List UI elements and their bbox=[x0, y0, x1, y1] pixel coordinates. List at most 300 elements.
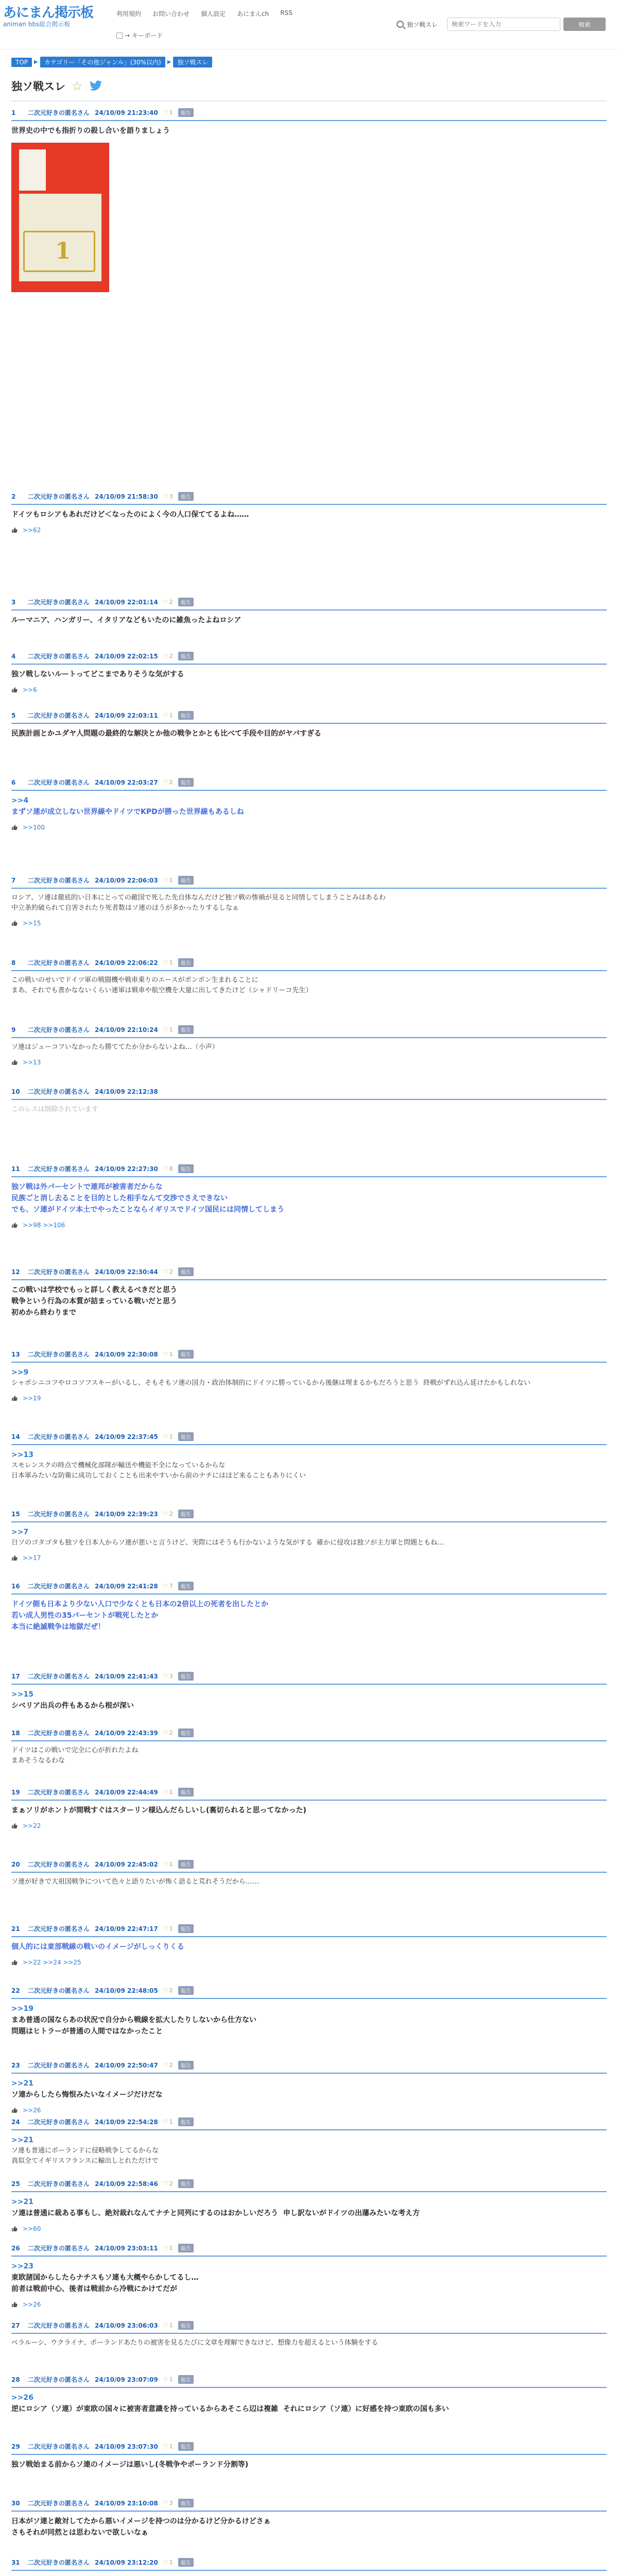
like-count: 1 bbox=[169, 1026, 173, 1033]
post-body: ルーマニア、ハンガリー、イタリアなどもいたのに雑魚ったよねロシア bbox=[11, 616, 242, 624]
post-number[interactable]: 3 bbox=[11, 598, 16, 606]
thumbs-up-icon[interactable] bbox=[11, 1395, 18, 1401]
reply-count-link[interactable]: >>17 bbox=[23, 1554, 41, 1562]
post-header bbox=[11, 1510, 607, 1518]
like-counter[interactable] bbox=[163, 1987, 173, 1994]
post-divider bbox=[11, 2387, 607, 2388]
thumbs-up-icon[interactable] bbox=[11, 2107, 18, 2113]
like-count: 2 bbox=[169, 1268, 173, 1275]
like-counter[interactable] bbox=[163, 2500, 173, 2506]
report-button[interactable]: 報告 bbox=[178, 2499, 194, 2507]
reply-count-link[interactable]: >>22 bbox=[23, 1822, 41, 1829]
search-bar bbox=[397, 18, 606, 31]
post-number[interactable]: 17 bbox=[11, 1672, 20, 1680]
post-divider bbox=[11, 2129, 607, 2130]
post-date: 24/10/09 22:44:49 bbox=[95, 1788, 158, 1796]
post-author: 二次元好きの匿名さん bbox=[28, 1026, 90, 1033]
like-counter[interactable] bbox=[163, 1511, 173, 1517]
reply-count-link[interactable]: >>62 bbox=[23, 527, 41, 534]
post-date: 24/10/09 22:03:27 bbox=[95, 778, 158, 786]
post-item bbox=[11, 778, 607, 831]
like-count: 1 bbox=[169, 2376, 173, 2383]
thumbs-up-icon[interactable] bbox=[11, 1059, 18, 1065]
nav-rss[interactable]: RSS bbox=[280, 9, 293, 16]
thumbs-up-icon[interactable] bbox=[11, 920, 18, 926]
heart-icon: ♡ bbox=[163, 653, 168, 659]
report-button[interactable]: 報告 bbox=[178, 711, 194, 720]
post-header bbox=[11, 2179, 607, 2188]
report-button[interactable]: 報告 bbox=[178, 1164, 194, 1173]
post-divider bbox=[11, 1176, 607, 1177]
like-counter[interactable] bbox=[163, 877, 173, 884]
like-count: 3 bbox=[169, 493, 173, 500]
book-cover-part: 1 bbox=[55, 238, 71, 264]
post-divider bbox=[11, 2570, 607, 2571]
post-divider bbox=[11, 2333, 607, 2334]
heart-icon: ♡ bbox=[163, 1026, 168, 1033]
heart-icon: ♡ bbox=[163, 2245, 168, 2251]
post-item bbox=[11, 876, 607, 927]
reply-anchor-link[interactable]: >>4 bbox=[11, 796, 29, 805]
post-divider bbox=[11, 1521, 607, 1522]
book-cover-image[interactable] bbox=[11, 143, 109, 292]
post-number[interactable]: 14 bbox=[11, 1433, 20, 1440]
post-date: 24/10/09 22:10:24 bbox=[95, 1026, 158, 1033]
post-body: 東欧諸国からしたらナチスもソ連も大概やらかしてるし… 前者は戦前中心、後者は戦前から冷戦にかけてだが bbox=[11, 2274, 199, 2293]
like-counter[interactable] bbox=[163, 2062, 173, 2069]
like-counter[interactable] bbox=[163, 2322, 173, 2329]
search-scope[interactable]: 独ソ戦スレ bbox=[407, 21, 438, 28]
post-author: 二次元好きの匿名さん bbox=[28, 2376, 90, 2383]
report-button[interactable]: 報告 bbox=[178, 1432, 194, 1441]
post-number[interactable]: 28 bbox=[11, 2376, 20, 2383]
post-divider bbox=[11, 1037, 607, 1038]
reply-links[interactable] bbox=[11, 920, 607, 927]
report-button[interactable]: 報告 bbox=[178, 1924, 194, 1933]
post-number[interactable]: 1 bbox=[11, 109, 16, 116]
heart-icon: ♡ bbox=[163, 877, 168, 884]
post-author: 二次元好きの匿名さん bbox=[28, 712, 90, 719]
post-header bbox=[11, 1087, 607, 1096]
like-count: 1 bbox=[169, 1789, 173, 1795]
reply-count-link[interactable]: >>19 bbox=[23, 1395, 41, 1402]
heart-icon: ♡ bbox=[163, 1165, 168, 1172]
post-divider bbox=[11, 1998, 607, 1999]
like-counter[interactable] bbox=[163, 959, 173, 966]
like-counter[interactable] bbox=[163, 1351, 173, 1358]
reply-anchor-link[interactable]: >>9 bbox=[11, 1368, 29, 1377]
post-item bbox=[11, 1860, 607, 1887]
like-count: 3 bbox=[169, 1673, 173, 1680]
breadcrumb-thread[interactable]: 独ソ戦スレ bbox=[173, 57, 212, 67]
post-body: 日ソのゴタゴタも独ソを日本人からソ連が悪いと言うけど、実際にはそうも行かないような気がする 確かに侵攻は独ソが主力軍と問題ともね… bbox=[11, 1539, 444, 1547]
post-author: 二次元好きの匿名さん bbox=[28, 1987, 90, 1994]
post-divider bbox=[11, 1684, 607, 1685]
like-count: 2 bbox=[169, 599, 173, 605]
like-counter[interactable] bbox=[163, 653, 173, 659]
report-button[interactable]: 報告 bbox=[178, 1582, 194, 1590]
post-item bbox=[11, 2558, 607, 2576]
reply-anchor-link[interactable]: >>7 bbox=[11, 1528, 29, 1536]
post-number[interactable]: 15 bbox=[11, 1510, 20, 1518]
thumbs-up-icon[interactable] bbox=[11, 2301, 18, 2308]
post-item bbox=[11, 108, 607, 292]
reply-links[interactable] bbox=[11, 2107, 607, 2114]
post-date: 24/10/09 23:03:11 bbox=[95, 2244, 158, 2252]
post-number[interactable]: 11 bbox=[11, 1165, 20, 1173]
report-button[interactable]: 報告 bbox=[178, 2117, 194, 2126]
chevron-right-icon: ▶ bbox=[34, 59, 38, 65]
post-item bbox=[11, 1350, 607, 1402]
post-item bbox=[11, 1788, 607, 1829]
post-number[interactable]: 5 bbox=[11, 711, 16, 719]
reply-links[interactable] bbox=[11, 1395, 607, 1402]
report-button[interactable]: 報告 bbox=[178, 2244, 194, 2252]
post-number[interactable]: 22 bbox=[11, 1987, 20, 1994]
like-counter[interactable] bbox=[163, 1433, 173, 1440]
search-icon bbox=[397, 21, 404, 28]
post-header bbox=[11, 876, 607, 885]
thumbs-up-icon[interactable] bbox=[11, 1222, 18, 1228]
report-button[interactable]: 報告 bbox=[178, 1986, 194, 1995]
reply-anchor-link[interactable]: >>21 bbox=[11, 2079, 33, 2088]
heart-icon: ♡ bbox=[163, 1433, 168, 1440]
post-date: 24/10/09 22:02:15 bbox=[95, 652, 158, 660]
like-count: 2 bbox=[169, 653, 173, 659]
reply-count-link[interactable]: >>100 bbox=[23, 824, 45, 831]
reply-count-link[interactable]: >>15 bbox=[23, 920, 41, 927]
post-body: まあ普通の国ならあの状況で自分から戦線を拡大したりしないから仕方ない 問題はヒトラーが普通の人間ではなかったこと bbox=[11, 2016, 256, 2036]
post-author: 二次元好きの匿名さん bbox=[28, 493, 90, 500]
like-counter[interactable] bbox=[163, 1730, 173, 1736]
post-number[interactable]: 6 bbox=[11, 778, 16, 786]
post-body: まずソ連が成立しない世界線やドイツでKPDが勝った世界線もあるしね bbox=[11, 808, 244, 816]
like-counter[interactable] bbox=[163, 1861, 173, 1868]
like-count: 3 bbox=[169, 2500, 173, 2506]
post-item bbox=[11, 2321, 607, 2348]
like-counter[interactable] bbox=[163, 1165, 173, 1172]
post-header bbox=[11, 958, 607, 967]
post-header bbox=[11, 598, 607, 606]
post-item bbox=[11, 1986, 607, 2037]
post-author: 二次元好きの匿名さん bbox=[28, 1925, 90, 1933]
like-count: 1 bbox=[169, 2119, 173, 2125]
post-date: 24/10/09 22:30:08 bbox=[95, 1350, 158, 1358]
like-counter[interactable] bbox=[163, 1925, 173, 1932]
post-item bbox=[11, 1728, 607, 1766]
post-item bbox=[11, 2244, 607, 2308]
reply-count-link[interactable]: >>26 bbox=[23, 2107, 41, 2114]
reply-links[interactable] bbox=[11, 1059, 607, 1066]
post-author: 二次元好きの匿名さん bbox=[28, 2119, 90, 2126]
reply-links[interactable] bbox=[11, 527, 607, 534]
report-button[interactable]: 報告 bbox=[178, 1788, 194, 1797]
report-button[interactable]: 報告 bbox=[178, 108, 194, 117]
heart-icon: ♡ bbox=[163, 779, 168, 786]
book-cover-part bbox=[19, 149, 46, 191]
report-button[interactable]: 報告 bbox=[178, 2375, 194, 2384]
post-header bbox=[11, 1267, 607, 1276]
post-number[interactable]: 19 bbox=[11, 1788, 20, 1796]
like-count: 1 bbox=[169, 2245, 173, 2251]
post-number[interactable]: 29 bbox=[11, 2443, 20, 2450]
post-divider bbox=[11, 1362, 607, 1363]
post-divider bbox=[11, 2454, 607, 2455]
post-number[interactable]: 25 bbox=[11, 2180, 20, 2188]
post-item bbox=[11, 2179, 607, 2232]
post-author: 二次元好きの匿名さん bbox=[28, 2559, 90, 2566]
post-body: 独ソ戦は外パーセントで連邦が被害者だからな 民族ごと消し去ることを目的とした相手なんて交渉でさえできない でも、ソ連がドイツ本土でやったことならイギリスでドイツ国民には同情してしまう bbox=[11, 1183, 285, 1214]
report-button[interactable]: 報告 bbox=[178, 1672, 194, 1681]
reply-links[interactable] bbox=[11, 1822, 607, 1829]
post-number[interactable]: 23 bbox=[11, 2061, 20, 2069]
post-divider bbox=[11, 1936, 607, 1937]
report-button[interactable]: 報告 bbox=[178, 1267, 194, 1276]
post-number[interactable]: 16 bbox=[11, 1582, 20, 1590]
post-number[interactable]: 24 bbox=[11, 2118, 20, 2126]
like-counter[interactable] bbox=[163, 1583, 173, 1589]
post-number[interactable]: 18 bbox=[11, 1729, 20, 1737]
like-counter[interactable] bbox=[163, 493, 173, 500]
post-author: 二次元好きの匿名さん bbox=[28, 109, 90, 116]
heart-icon: ♡ bbox=[163, 1511, 168, 1517]
reply-count-link[interactable]: >>22 >>24 >>25 bbox=[23, 1959, 81, 1966]
post-date: 24/10/09 23:06:03 bbox=[95, 2321, 158, 2329]
like-counter[interactable] bbox=[163, 2180, 173, 2187]
post-date: 24/10/09 21:58:30 bbox=[95, 493, 158, 500]
report-button[interactable]: 報告 bbox=[178, 2321, 194, 2330]
heart-icon: ♡ bbox=[163, 599, 168, 605]
post-number[interactable]: 27 bbox=[11, 2321, 20, 2329]
post-author: 二次元好きの匿名さん bbox=[28, 599, 90, 606]
report-button[interactable]: 報告 bbox=[178, 876, 194, 885]
post-date: 24/10/09 23:07:30 bbox=[95, 2443, 158, 2450]
post-number[interactable]: 4 bbox=[11, 652, 16, 660]
keyboard-toggle[interactable] bbox=[116, 31, 163, 40]
post-body: ドイツ側も日本より少ない人口で少なくとも日本の2倍以上の死者を出したとか 若い成人男性の35パーセントが戦死したとか 本当に絶滅戦争は地獄だぜ！ bbox=[11, 1600, 269, 1631]
post-author: 二次元好きの匿名さん bbox=[28, 779, 90, 786]
like-counter[interactable] bbox=[163, 779, 173, 786]
post-date: 24/10/09 22:45:02 bbox=[95, 1860, 158, 1868]
like-count: 2 bbox=[169, 1730, 173, 1736]
post-divider bbox=[11, 790, 607, 791]
post-number[interactable]: 21 bbox=[11, 1925, 20, 1933]
report-button[interactable]: 報告 bbox=[178, 2558, 194, 2567]
reply-anchor-link[interactable]: >>26 bbox=[11, 2394, 33, 2402]
post-number[interactable]: 31 bbox=[11, 2558, 20, 2566]
reply-links[interactable] bbox=[11, 686, 607, 693]
like-counter[interactable] bbox=[163, 1673, 173, 1680]
like-counter[interactable] bbox=[163, 2559, 173, 2566]
report-button[interactable]: 報告 bbox=[178, 958, 194, 967]
like-counter[interactable] bbox=[163, 109, 173, 116]
post-header bbox=[11, 1164, 607, 1173]
like-counter[interactable] bbox=[163, 2443, 173, 2450]
reply-anchor-link[interactable]: >>15 bbox=[11, 1690, 33, 1699]
report-button[interactable]: 報告 bbox=[178, 1510, 194, 1518]
heart-icon: ♡ bbox=[163, 712, 168, 719]
site-logo[interactable] bbox=[3, 5, 93, 28]
breadcrumb-category[interactable]: カテゴリー「その他ジャンル」(30%以内) bbox=[40, 57, 165, 67]
post-header bbox=[11, 2375, 607, 2384]
breadcrumb-top[interactable]: TOP bbox=[11, 58, 32, 67]
post-item bbox=[11, 1672, 607, 1711]
reply-links[interactable] bbox=[11, 1222, 607, 1229]
report-button[interactable]: 報告 bbox=[178, 2442, 194, 2451]
post-divider bbox=[11, 1279, 607, 1280]
post-number[interactable]: 9 bbox=[11, 1026, 16, 1033]
breadcrumb bbox=[11, 57, 212, 67]
like-count: 1 bbox=[169, 877, 173, 884]
post-item bbox=[11, 1510, 607, 1562]
post-header bbox=[11, 1582, 607, 1590]
reply-anchor-link[interactable]: >>21 bbox=[11, 2136, 33, 2144]
reply-anchor-link[interactable]: >>23 bbox=[11, 2262, 33, 2270]
post-body: この戦いのせいでドイツ軍の戦闘機や戦車乗りのエースがポンポン生まれることに まあ、それでも書かなないくらい連軍は戦車や航空機を大量に出してきたけど（シャドリーコ先生） bbox=[11, 976, 313, 994]
report-button[interactable]: 報告 bbox=[178, 2179, 194, 2188]
post-header bbox=[11, 778, 607, 787]
search-button[interactable]: 検索 bbox=[563, 18, 606, 31]
post-number[interactable]: 10 bbox=[11, 1088, 20, 1095]
thumbs-up-icon[interactable] bbox=[11, 527, 18, 533]
post-date: 24/10/09 22:12:38 bbox=[95, 1088, 158, 1095]
like-counter[interactable] bbox=[163, 2245, 173, 2251]
post-header bbox=[11, 2244, 607, 2252]
post-item bbox=[11, 1432, 607, 1481]
nav-settings[interactable]: 個人設定 bbox=[201, 10, 226, 18]
thumbs-up-icon[interactable] bbox=[11, 2226, 18, 2232]
thumbs-up-icon[interactable] bbox=[11, 687, 18, 693]
like-counter[interactable] bbox=[163, 1789, 173, 1795]
report-button[interactable]: 報告 bbox=[178, 778, 194, 787]
like-counter[interactable] bbox=[163, 712, 173, 719]
post-date: 24/10/09 23:12:20 bbox=[95, 2558, 158, 2566]
like-counter[interactable] bbox=[163, 599, 173, 605]
reply-links[interactable] bbox=[11, 2301, 607, 2308]
report-button[interactable]: 報告 bbox=[178, 1350, 194, 1359]
post-divider bbox=[11, 2191, 607, 2192]
post-item bbox=[11, 1164, 607, 1229]
post-item bbox=[11, 492, 607, 534]
thumbs-up-icon[interactable] bbox=[11, 824, 18, 831]
like-counter[interactable] bbox=[163, 1026, 173, 1033]
report-button[interactable]: 報告 bbox=[178, 1025, 194, 1034]
heart-icon: ♡ bbox=[163, 1673, 168, 1680]
like-count: 2 bbox=[169, 2062, 173, 2069]
twitter-bird-icon[interactable] bbox=[89, 80, 102, 92]
reply-count-link[interactable]: >>60 bbox=[23, 2225, 41, 2232]
nav-terms[interactable]: 利用規約 bbox=[116, 10, 142, 18]
keyboard-checkbox[interactable] bbox=[116, 32, 123, 39]
report-button[interactable]: 報告 bbox=[178, 598, 194, 606]
post-divider bbox=[11, 504, 607, 505]
reply-count-link[interactable]: >>6 bbox=[23, 686, 37, 693]
post-header bbox=[11, 652, 607, 660]
post-body: 世界史の中でも指折りの殺し合いを語りましょう bbox=[11, 127, 170, 135]
post-number[interactable]: 8 bbox=[11, 959, 16, 967]
reply-links[interactable] bbox=[11, 2225, 607, 2232]
post-number[interactable]: 7 bbox=[11, 876, 16, 884]
post-date: 24/10/09 22:41:28 bbox=[95, 1582, 158, 1590]
search-input[interactable] bbox=[447, 18, 560, 31]
reply-links[interactable] bbox=[11, 1554, 607, 1562]
post-header bbox=[11, 2117, 607, 2126]
post-date: 24/10/09 22:54:28 bbox=[95, 2118, 158, 2126]
post-body: ソ連はジューコフいなかったら勝ててたか分からないよね…（小声） bbox=[11, 1043, 219, 1051]
post-divider bbox=[11, 723, 607, 724]
post-body: 独ソ戦しないルートってどこまでありそうな気がする bbox=[11, 670, 184, 679]
post-divider bbox=[11, 1740, 607, 1741]
post-item bbox=[11, 1267, 607, 1318]
post-item bbox=[11, 2442, 607, 2470]
post-date: 24/10/09 22:50:47 bbox=[95, 2061, 158, 2069]
post-date: 24/10/09 22:06:22 bbox=[95, 959, 158, 967]
post-header bbox=[11, 2061, 607, 2070]
reply-anchor-link[interactable]: >>13 bbox=[11, 1451, 33, 1459]
report-button[interactable]: 報告 bbox=[178, 2061, 194, 2070]
thumbs-up-icon[interactable] bbox=[11, 1823, 18, 1829]
post-item bbox=[11, 1582, 607, 1633]
reply-links[interactable] bbox=[11, 824, 607, 831]
post-divider bbox=[11, 2073, 607, 2074]
post-number[interactable]: 20 bbox=[11, 1860, 20, 1868]
like-count: 1 bbox=[169, 2322, 173, 2329]
post-date: 24/10/09 22:03:11 bbox=[95, 711, 158, 719]
thumbs-up-icon[interactable] bbox=[11, 1555, 18, 1561]
post-number[interactable]: 30 bbox=[11, 2499, 20, 2507]
post-header bbox=[11, 1728, 607, 1737]
post-number[interactable]: 12 bbox=[11, 1268, 20, 1276]
thumbs-up-icon[interactable] bbox=[11, 1959, 18, 1965]
post-author: 二次元好きの匿名さん bbox=[28, 2500, 90, 2507]
post-author: 二次元好きの匿名さん bbox=[28, 1165, 90, 1173]
nav-animanch[interactable]: あにまんch bbox=[237, 10, 269, 18]
like-counter[interactable] bbox=[163, 1268, 173, 1275]
post-header bbox=[11, 1986, 607, 1995]
post-divider bbox=[11, 1099, 607, 1100]
like-counter[interactable] bbox=[163, 2119, 173, 2125]
post-number[interactable]: 13 bbox=[11, 1350, 20, 1358]
post-body: シベリア出兵の件もあるから根が深い bbox=[11, 1702, 134, 1710]
post-number[interactable]: 2 bbox=[11, 493, 16, 500]
star-icon[interactable]: ☆ bbox=[72, 79, 83, 93]
report-button[interactable]: 報告 bbox=[178, 1860, 194, 1869]
post-date: 24/10/09 22:30:44 bbox=[95, 1268, 158, 1276]
post-divider bbox=[11, 1594, 607, 1595]
post-date: 24/10/09 22:43:39 bbox=[95, 1729, 158, 1737]
like-counter[interactable] bbox=[163, 2376, 173, 2383]
post-number[interactable]: 26 bbox=[11, 2244, 20, 2252]
report-button[interactable]: 報告 bbox=[178, 652, 194, 660]
reply-anchor-link[interactable]: >>21 bbox=[11, 2198, 33, 2206]
reply-count-link[interactable]: >>98 >>106 bbox=[23, 1222, 65, 1229]
post-divider bbox=[11, 664, 607, 665]
like-count: 8 bbox=[169, 1165, 173, 1172]
reply-count-link[interactable]: >>13 bbox=[23, 1059, 41, 1066]
post-item bbox=[11, 2499, 607, 2538]
reply-anchor-link[interactable]: >>19 bbox=[11, 2005, 33, 2013]
nav-contact[interactable]: お問い合わせ bbox=[152, 10, 190, 18]
reply-count-link[interactable]: >>26 bbox=[23, 2301, 41, 2308]
heart-icon: ♡ bbox=[163, 2119, 168, 2125]
post-author: 二次元好きの匿名さん bbox=[28, 1088, 90, 1095]
report-button[interactable]: 報告 bbox=[178, 492, 194, 501]
heart-icon: ♡ bbox=[163, 2443, 168, 2450]
report-button[interactable]: 報告 bbox=[178, 1728, 194, 1737]
post-body: ベラルーシ、ウクライナ、ポーランドあたりの被害を見るたびに文章を理解できなけど、想像力を超えるという体験をする bbox=[11, 2339, 379, 2347]
reply-links[interactable] bbox=[11, 1959, 607, 1966]
like-count: 1 bbox=[169, 2559, 173, 2566]
